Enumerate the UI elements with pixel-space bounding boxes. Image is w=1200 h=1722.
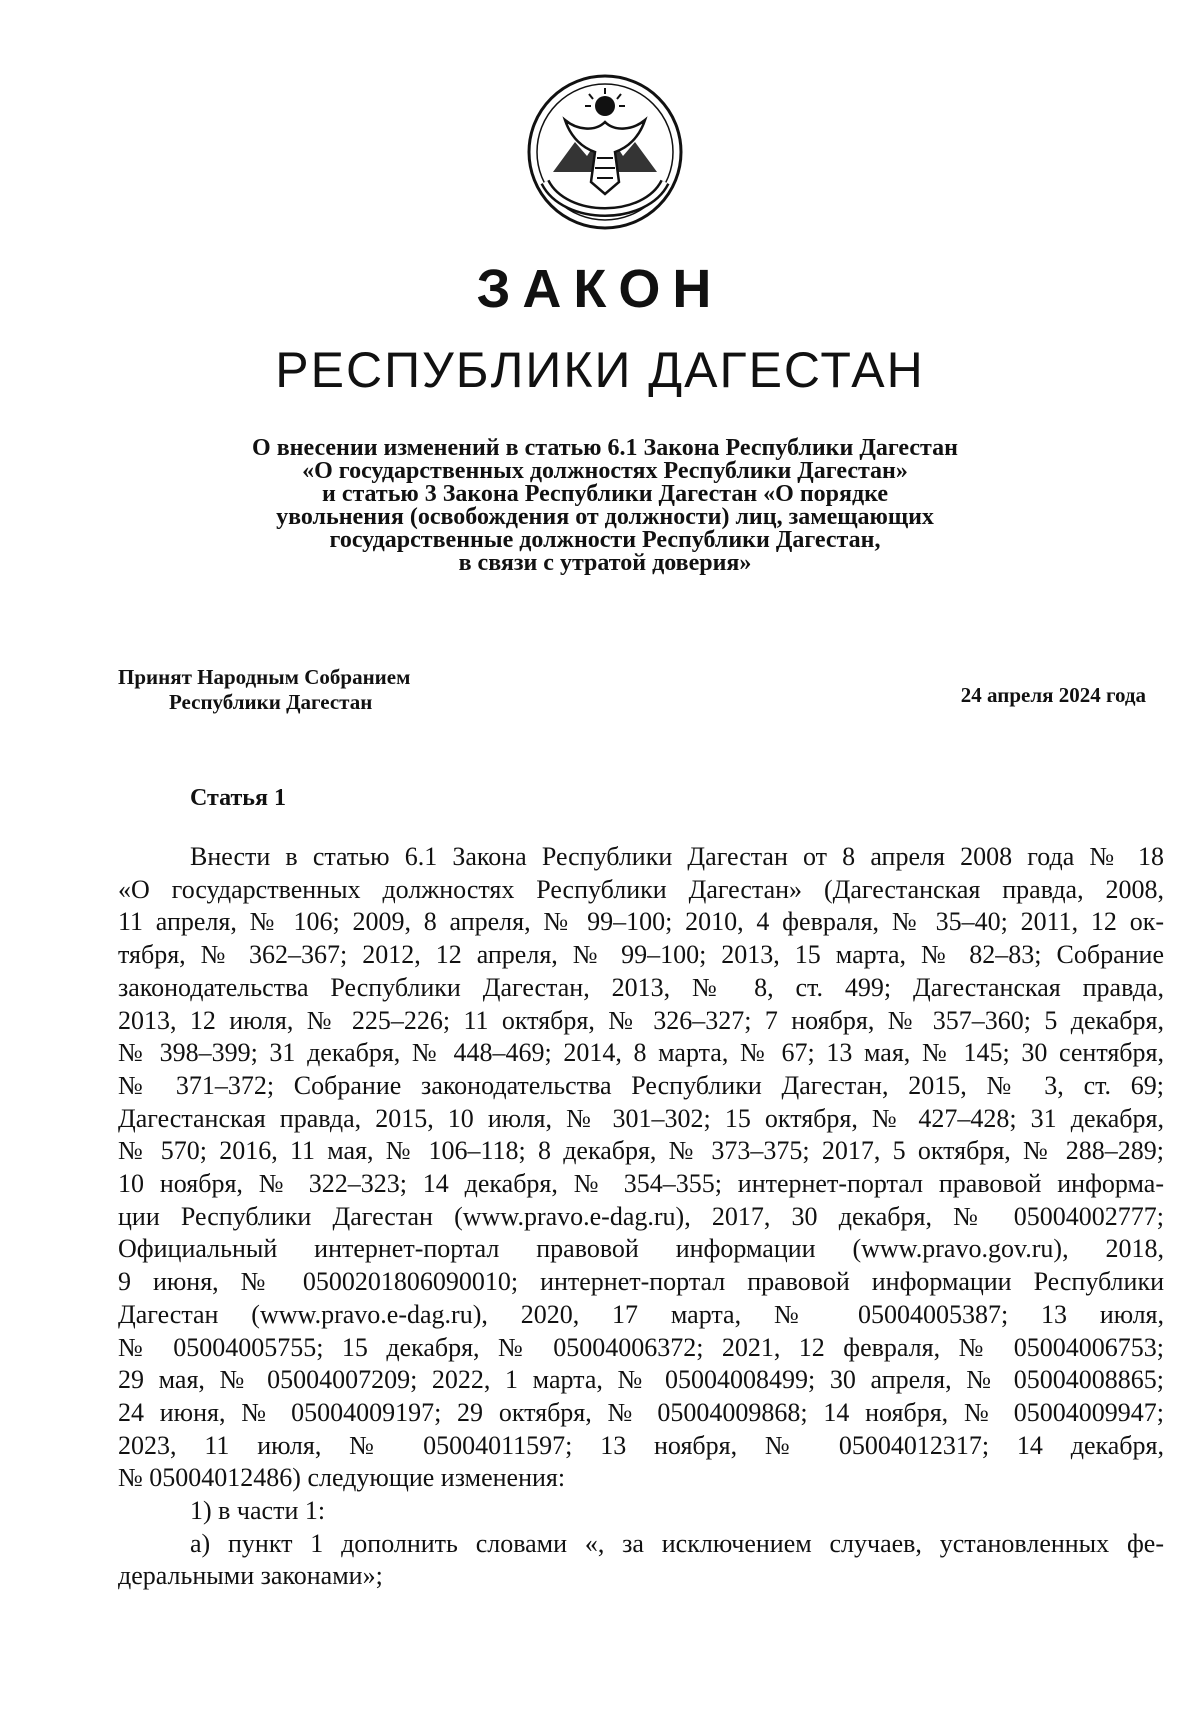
body-line: № 398–399; 31 декабря, № 448–469; 2014, 8 марта, № 67; 13 мая, № 145; 30 сентября, [118,1038,1164,1068]
body-line: 2013, 12 июля, № 225–226; 11 октября, № 326–327; 7 ноября, № 357–360; 5 декабря, [118,1005,1164,1035]
dagestan-coat-of-arms-icon [525,72,685,232]
body-line: «О государственных должностях Республики Дагестан» (Дагестанская правда, 2008, [118,874,1164,904]
body-line: № 05004012486) следующие изменения: [118,1463,566,1493]
body-line: № 05004005755; 15 декабря, № 05004006372; 2021, 12 февраля, № 05004006753; [118,1332,1164,1362]
body-line: Официальный интернет-портал правовой информации (www.pravo.gov.ru), 2018, [118,1234,1164,1264]
body-line: № 570; 2016, 11 мая, № 106–118; 8 декабря, № 373–375; 2017, 5 октября, № 288–289; [118,1136,1164,1166]
body-line: 1) в части 1: [190,1496,326,1526]
heading-line: государственные должности Республики Дагестан, [329,527,881,553]
body-line: Дагестанская правда, 2015, 10 июля, № 301–302; 15 октября, № 427–428; 31 декабря, [118,1103,1164,1133]
law-title: ЗАКОН [476,259,724,319]
heading-line: и статью 3 Закона Республики Дагестан «О порядке [321,481,889,507]
body-line: 2023, 11 июля, № 05004011597; 13 ноября, № 05004012317; 14 декабря, [118,1430,1164,1460]
body-line: Внести в статью 6.1 Закона Республики Дагестан от 8 апреля 2008 года № 18 [190,842,1164,871]
heading-line: «О государственных должностях Республики Дагестан» [302,458,908,484]
body-line: 29 мая, № 05004007209; 2022, 1 марта, № 05004008499; 30 апреля, № 05004008865; [118,1365,1164,1395]
adoption-date: 24 апреля 2024 года [960,683,1146,707]
body-line: Дагестан (www.pravo.e-dag.ru), 2020, 17 марта, № 05004005387; 13 июля, [118,1299,1164,1329]
adoption-statement [118,665,478,715]
adoption-line: Республики Дагестан [169,690,373,714]
body-line: 10 ноября, № 322–323; 14 декабря, № 354–355; интернет-портал правовой информа- [118,1169,1164,1199]
body-line: 9 июня, № 0500201806090010; интернет-портал правовой информации Республики [118,1267,1164,1297]
heading-line: увольнения (освобождения от должности) лиц, замещающих [276,504,934,530]
body-line: 24 июня, № 05004009197; 29 октября, № 05004009868; 14 ноября, № 05004009947; [118,1397,1164,1427]
body-line: № 371–372; Собрание законодательства Республики Дагестан, 2015, № 3, ст. 69; [118,1070,1164,1100]
article-title: Статья 1 [190,785,286,811]
body-line: тября, № 362–367; 2012, 12 апреля, № 99–100; 2013, 15 марта, № 82–83; Собрание [118,940,1164,970]
adoption-line: Принят Народным Собранием [118,665,411,689]
law-heading [160,437,1050,575]
body-line: ции Республики Дагестан (www.pravo.e-dag.ru), 2017, 30 декабря, № 05004002777; [118,1201,1164,1231]
heading-line: в связи с утратой доверия» [458,550,752,576]
law-subtitle: РЕСПУБЛИКИ ДАГЕСТАН [275,342,925,398]
body-line: деральными законами»; [118,1561,383,1591]
body-line: 11 апреля, № 106; 2009, 8 апреля, № 99–100; 2010, 4 февраля, № 35–40; 2011, 12 ок- [118,907,1164,937]
body-line: законодательства Республики Дагестан, 2013, № 8, ст. 499; Дагестанская правда, [118,972,1164,1002]
article-body [118,841,1164,1593]
heading-line: О внесении изменений в статью 6.1 Закона Республики Дагестан [252,435,958,461]
body-line: а) пункт 1 дополнить словами «, за исключением случаев, установленных фе- [190,1528,1164,1558]
